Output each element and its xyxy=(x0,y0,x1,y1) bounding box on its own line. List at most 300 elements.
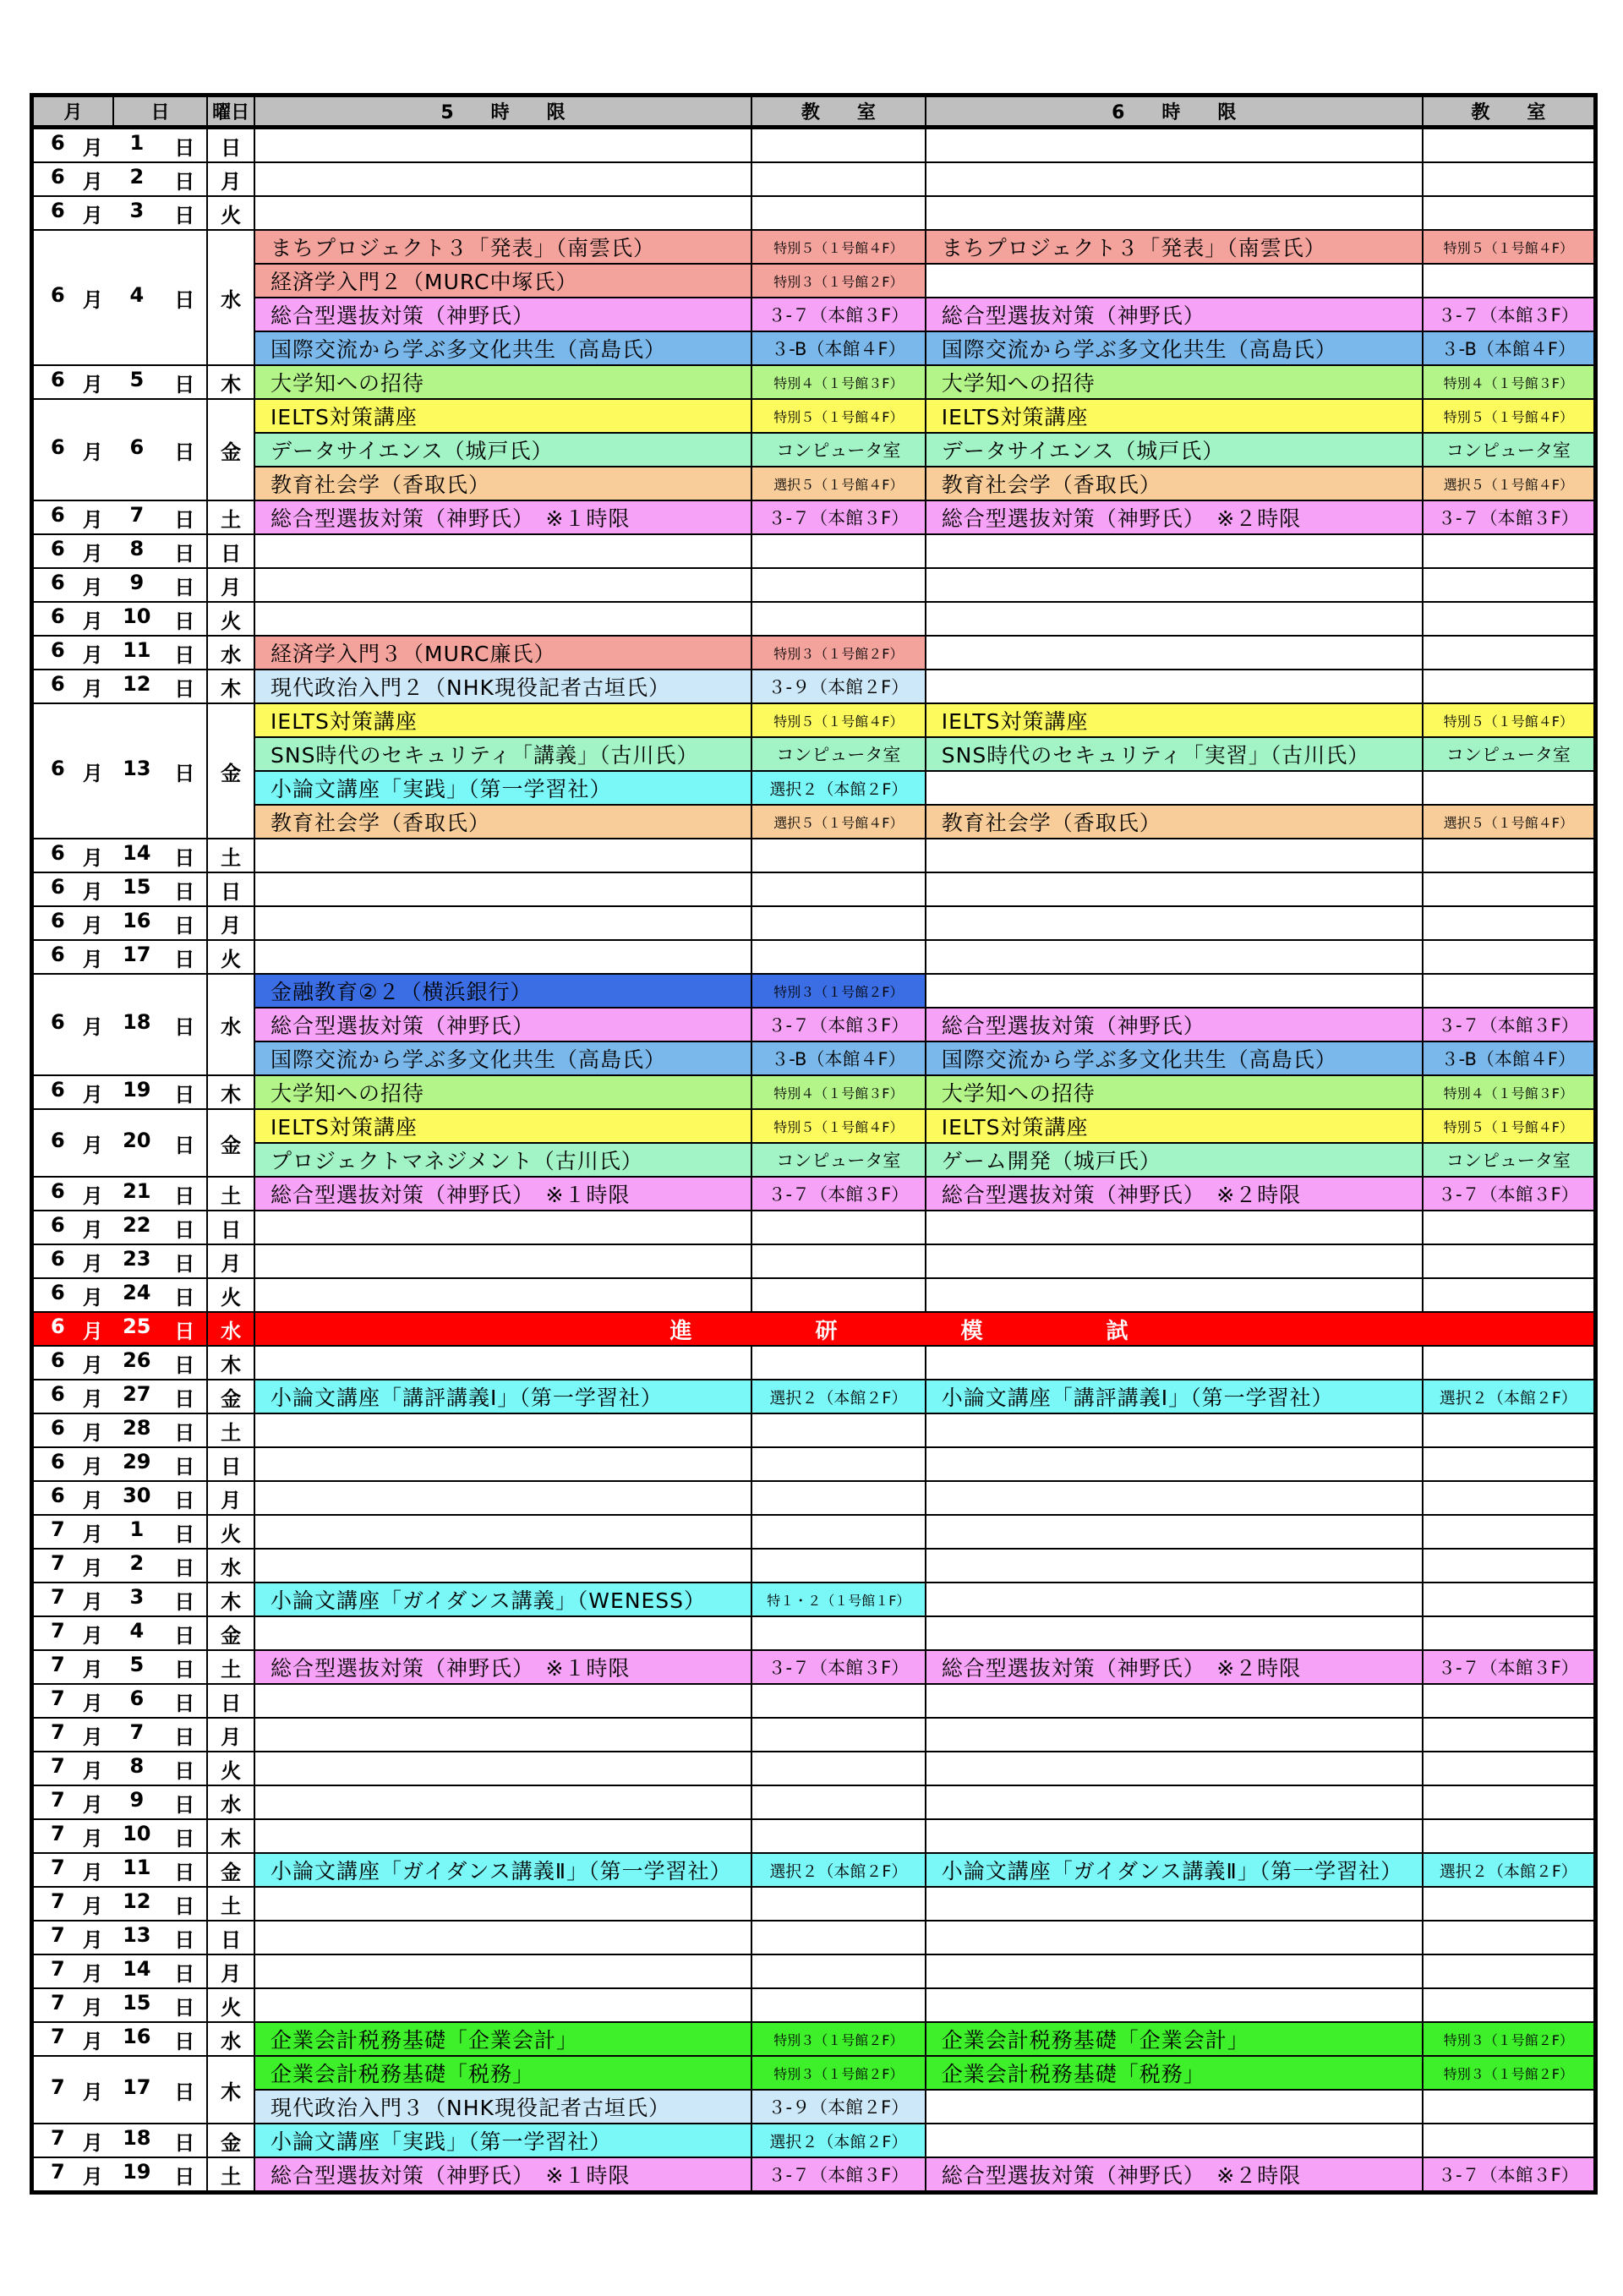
period6-class xyxy=(926,1583,1423,1616)
period6-room: 選択２（本館２F） xyxy=(1423,1380,1596,1413)
table-row xyxy=(32,534,1596,568)
period6-class xyxy=(926,1718,1423,1752)
date-month-cell xyxy=(32,670,113,703)
period5-room xyxy=(751,1988,926,2022)
period5-room xyxy=(751,839,926,872)
date-day-cell xyxy=(113,1346,208,1380)
month-number: 7 xyxy=(51,1686,65,1710)
table-row xyxy=(32,1244,1596,1278)
table-row xyxy=(32,230,1596,264)
table-row xyxy=(32,500,1596,534)
period5-room: ３-７（本館３F） xyxy=(751,1008,926,1041)
day-unit: 日 xyxy=(174,1488,195,1512)
date-month-cell xyxy=(32,1447,113,1481)
period6-room xyxy=(1423,1447,1596,1481)
period6-class: IELTS対策講座 xyxy=(926,399,1423,433)
date-day-cell xyxy=(113,2157,208,2193)
period6-room xyxy=(1423,670,1596,703)
period6-class xyxy=(926,196,1423,230)
date-month-cell xyxy=(32,1380,113,1413)
day-unit: 日 xyxy=(174,1386,195,1411)
period5-room xyxy=(751,1616,926,1650)
date-month-cell xyxy=(32,1684,113,1718)
period5-room xyxy=(751,1481,926,1515)
table-row xyxy=(32,1143,1596,1177)
period6-room: ３-７（本館３F） xyxy=(1423,1177,1596,1211)
period6-class xyxy=(926,1921,1423,1954)
period5-room xyxy=(751,1887,926,1921)
day-number: 11 xyxy=(123,1855,151,1879)
day-number: 9 xyxy=(129,570,145,594)
table-row xyxy=(32,940,1596,974)
date-month-cell xyxy=(32,1244,113,1278)
date-day-cell xyxy=(113,1109,208,1177)
mock-exam-banner: 進 研 模 試 xyxy=(254,1312,1595,1346)
period5-class xyxy=(254,1887,751,1921)
month-unit: 月 xyxy=(82,1927,103,1952)
day-unit: 日 xyxy=(174,1792,195,1817)
month-number: 7 xyxy=(51,2075,65,2099)
month-unit: 月 xyxy=(82,507,103,532)
date-day-cell xyxy=(113,500,208,534)
period6-room xyxy=(1423,602,1596,636)
month-number: 6 xyxy=(51,282,65,307)
date-day-cell xyxy=(113,1278,208,1312)
period6-class xyxy=(926,1988,1423,2022)
period6-class: データサイエンス（城戸氏） xyxy=(926,433,1423,467)
table-row xyxy=(32,1008,1596,1041)
period5-class: 小論文講座「実践」（第一学習社） xyxy=(254,2124,751,2157)
period6-room xyxy=(1423,872,1596,906)
month-unit: 月 xyxy=(82,1589,103,1614)
period5-class: 企業会計税務基礎「税務」 xyxy=(254,2056,751,2090)
weekday-cell: 日 xyxy=(207,1684,254,1718)
period6-room: 特別４（１号館３F） xyxy=(1423,365,1596,399)
day-number: 21 xyxy=(123,1178,151,1203)
month-number: 6 xyxy=(51,1314,65,1338)
period5-class: 総合型選抜対策（神野氏） ※１時限 xyxy=(254,500,751,534)
day-unit: 日 xyxy=(174,1725,195,1749)
period6-class: 大学知への招待 xyxy=(926,1075,1423,1109)
day-number: 19 xyxy=(123,1077,151,1102)
header-room6: 教 室 xyxy=(1423,96,1596,128)
table-row xyxy=(32,1718,1596,1752)
period6-class: 教育社会学（香取氏） xyxy=(926,805,1423,839)
weekday-cell: 月 xyxy=(207,162,254,196)
weekday-cell: 土 xyxy=(207,500,254,534)
period5-room: コンピュータ室 xyxy=(751,1143,926,1177)
date-day-cell xyxy=(113,1549,208,1583)
period5-class xyxy=(254,1447,751,1481)
date-month-cell xyxy=(32,162,113,196)
period5-room xyxy=(751,1211,926,1244)
period5-class: 経済学入門３（MURC廉氏） xyxy=(254,636,751,670)
header-month: 月 xyxy=(32,96,113,128)
period5-room: 選択２（本館２F） xyxy=(751,1380,926,1413)
day-unit: 日 xyxy=(174,1454,195,1479)
date-month-cell xyxy=(32,636,113,670)
period6-room: コンピュータ室 xyxy=(1423,737,1596,771)
period6-room xyxy=(1423,974,1596,1008)
day-number: 22 xyxy=(123,1212,151,1237)
period5-room xyxy=(751,1413,926,1447)
day-unit: 日 xyxy=(174,642,195,667)
period6-class: IELTS対策講座 xyxy=(926,703,1423,737)
period6-room xyxy=(1423,771,1596,805)
table-row xyxy=(32,1887,1596,1921)
period6-room xyxy=(1423,1921,1596,1954)
day-number: 13 xyxy=(123,756,151,780)
weekday-cell: 金 xyxy=(207,703,254,839)
period5-room: ３-７（本館３F） xyxy=(751,1650,926,1684)
period5-room: 特別４（１号館３F） xyxy=(751,365,926,399)
period5-room: 選択２（本館２F） xyxy=(751,771,926,805)
period6-room xyxy=(1423,1988,1596,2022)
day-number: 7 xyxy=(129,502,145,527)
month-unit: 月 xyxy=(82,1961,103,1986)
day-number: 2 xyxy=(129,1550,145,1575)
month-unit: 月 xyxy=(82,1555,103,1580)
period6-room xyxy=(1423,1515,1596,1549)
month-unit: 月 xyxy=(82,609,103,633)
month-unit: 月 xyxy=(82,1386,103,1411)
period6-room xyxy=(1423,196,1596,230)
month-number: 6 xyxy=(51,164,65,189)
period6-room: 特別４（１号館３F） xyxy=(1423,1075,1596,1109)
header-day: 日 xyxy=(113,96,208,128)
period5-room xyxy=(751,1346,926,1380)
weekday-cell: 木 xyxy=(207,1346,254,1380)
weekday-cell: 水 xyxy=(207,636,254,670)
month-number: 6 xyxy=(51,1077,65,1102)
month-number: 6 xyxy=(51,435,65,459)
period6-class: 大学知への招待 xyxy=(926,365,1423,399)
weekday-cell: 日 xyxy=(207,1211,254,1244)
period5-room xyxy=(751,568,926,602)
table-row xyxy=(32,365,1596,399)
date-month-cell xyxy=(32,1211,113,1244)
table-row xyxy=(32,1380,1596,1413)
month-number: 6 xyxy=(51,198,65,222)
period6-room xyxy=(1423,636,1596,670)
weekday-cell: 日 xyxy=(207,872,254,906)
month-number: 6 xyxy=(51,840,65,865)
table-row xyxy=(32,1616,1596,1650)
period5-class: 国際交流から学ぶ多文化共生（高島氏） xyxy=(254,331,751,365)
date-month-cell xyxy=(32,128,113,163)
day-number: 10 xyxy=(123,604,151,628)
month-unit: 月 xyxy=(82,2080,103,2104)
date-day-cell xyxy=(113,162,208,196)
day-unit: 日 xyxy=(174,913,195,938)
period6-class xyxy=(926,906,1423,940)
date-day-cell xyxy=(113,1684,208,1718)
month-number: 6 xyxy=(51,536,65,560)
period6-class xyxy=(926,2090,1423,2124)
period6-room xyxy=(1423,1752,1596,1785)
weekday-cell: 水 xyxy=(207,974,254,1075)
day-number: 4 xyxy=(129,282,145,307)
period5-class xyxy=(254,568,751,602)
table-row xyxy=(32,872,1596,906)
period6-class xyxy=(926,1481,1423,1515)
table-row xyxy=(32,2022,1596,2056)
date-day-cell xyxy=(113,1515,208,1549)
date-month-cell xyxy=(32,1887,113,1921)
period5-room: 特別３（１号館２F） xyxy=(751,2056,926,2090)
day-unit: 日 xyxy=(174,947,195,971)
period6-class xyxy=(926,1211,1423,1244)
period6-class xyxy=(926,128,1423,163)
period5-room xyxy=(751,1954,926,1988)
month-unit: 月 xyxy=(82,2029,103,2053)
month-unit: 月 xyxy=(82,913,103,938)
date-month-cell xyxy=(32,230,113,365)
day-unit: 日 xyxy=(174,203,195,227)
period5-class xyxy=(254,839,751,872)
period5-class xyxy=(254,872,751,906)
day-unit: 日 xyxy=(174,575,195,599)
day-unit: 日 xyxy=(174,1319,195,1343)
period6-room: ３-７（本館３F） xyxy=(1423,500,1596,534)
date-day-cell xyxy=(113,365,208,399)
day-number: 25 xyxy=(123,1314,151,1338)
month-unit: 月 xyxy=(82,135,103,160)
period5-room: ３-７（本館３F） xyxy=(751,298,926,331)
period6-class xyxy=(926,264,1423,298)
period5-room: 特１・２（１号館１F） xyxy=(751,1583,926,1616)
period6-class xyxy=(926,1549,1423,1583)
period5-room xyxy=(751,1244,926,1278)
period6-class xyxy=(926,162,1423,196)
period6-class: 教育社会学（香取氏） xyxy=(926,467,1423,500)
weekday-cell: 木 xyxy=(207,2056,254,2124)
weekday-cell: 金 xyxy=(207,1109,254,1177)
date-day-cell xyxy=(113,1244,208,1278)
month-unit: 月 xyxy=(82,676,103,701)
month-number: 6 xyxy=(51,1415,65,1440)
period5-room xyxy=(751,128,926,163)
day-unit: 日 xyxy=(174,1995,195,2020)
date-day-cell xyxy=(113,1853,208,1887)
month-unit: 月 xyxy=(82,1285,103,1309)
period5-class: 経済学入門２（MURC中塚氏） xyxy=(254,264,751,298)
period6-class: 総合型選抜対策（神野氏） ※２時限 xyxy=(926,500,1423,534)
table-row xyxy=(32,1819,1596,1853)
month-unit: 月 xyxy=(82,1691,103,1715)
period6-class xyxy=(926,1515,1423,1549)
month-number: 7 xyxy=(51,1618,65,1643)
period5-class: 総合型選抜対策（神野氏） xyxy=(254,1008,751,1041)
period5-room: 特別３（１号館２F） xyxy=(751,974,926,1008)
table-row xyxy=(32,805,1596,839)
date-month-cell xyxy=(32,839,113,872)
day-unit: 日 xyxy=(174,1691,195,1715)
period5-room: ３-７（本館３F） xyxy=(751,500,926,534)
weekday-cell: 水 xyxy=(207,230,254,365)
month-number: 6 xyxy=(51,604,65,628)
day-unit: 日 xyxy=(174,541,195,566)
period5-class: IELTS対策講座 xyxy=(254,703,751,737)
day-number: 30 xyxy=(123,1483,151,1507)
month-unit: 月 xyxy=(82,1758,103,1783)
date-month-cell xyxy=(32,1177,113,1211)
period6-room xyxy=(1423,1954,1596,1988)
table-row xyxy=(32,974,1596,1008)
month-unit: 月 xyxy=(82,2164,103,2189)
period5-room: 特別３（１号館２F） xyxy=(751,2022,926,2056)
period5-room: 選択５（１号館４F） xyxy=(751,467,926,500)
month-unit: 月 xyxy=(82,1725,103,1749)
date-month-cell xyxy=(32,940,113,974)
table-row xyxy=(32,1583,1596,1616)
period5-class xyxy=(254,1346,751,1380)
table-row xyxy=(32,1988,1596,2022)
date-day-cell xyxy=(113,1413,208,1447)
day-number: 10 xyxy=(123,1821,151,1845)
period6-class: 企業会計税務基礎「企業会計」 xyxy=(926,2022,1423,2056)
header-period6: 6 時 限 xyxy=(926,96,1423,128)
period5-room xyxy=(751,196,926,230)
month-unit: 月 xyxy=(82,947,103,971)
weekday-cell: 金 xyxy=(207,1853,254,1887)
date-day-cell xyxy=(113,974,208,1075)
period6-room xyxy=(1423,1211,1596,1244)
period6-room xyxy=(1423,2124,1596,2157)
period6-room: 特別３（１号館２F） xyxy=(1423,2056,1596,2090)
period6-class xyxy=(926,1616,1423,1650)
month-unit: 月 xyxy=(82,845,103,870)
period6-room: 特別５（１号館４F） xyxy=(1423,703,1596,737)
period6-room xyxy=(1423,1278,1596,1312)
date-day-cell xyxy=(113,703,208,839)
period6-class xyxy=(926,839,1423,872)
table-row xyxy=(32,467,1596,500)
day-unit: 日 xyxy=(174,2080,195,2104)
day-number: 18 xyxy=(123,1009,151,1034)
day-unit: 日 xyxy=(174,1353,195,1377)
month-unit: 月 xyxy=(82,169,103,194)
period5-room xyxy=(751,1447,926,1481)
table-row xyxy=(32,2090,1596,2124)
period6-room: 特別５（１号館４F） xyxy=(1423,230,1596,264)
day-unit: 日 xyxy=(174,1961,195,1986)
period5-class: SNS時代のセキュリティ「講義」（古川氏） xyxy=(254,737,751,771)
date-month-cell xyxy=(32,2056,113,2124)
date-month-cell xyxy=(32,1549,113,1583)
month-unit: 月 xyxy=(82,1454,103,1479)
month-number: 6 xyxy=(51,1449,65,1473)
period6-room: 特別３（１号館２F） xyxy=(1423,2022,1596,2056)
table-row xyxy=(32,906,1596,940)
date-month-cell xyxy=(32,1988,113,2022)
period5-room: ３-B（本館４F） xyxy=(751,331,926,365)
period6-class xyxy=(926,534,1423,568)
period5-class: 大学知への招待 xyxy=(254,1075,751,1109)
date-month-cell xyxy=(32,1616,113,1650)
day-unit: 日 xyxy=(174,135,195,160)
table-row xyxy=(32,1075,1596,1109)
date-day-cell xyxy=(113,2124,208,2157)
day-number: 1 xyxy=(129,130,145,155)
weekday-cell: 木 xyxy=(207,1075,254,1109)
table-row xyxy=(32,128,1596,163)
period5-class xyxy=(254,1244,751,1278)
day-unit: 日 xyxy=(174,169,195,194)
date-month-cell xyxy=(32,1819,113,1853)
weekday-cell: 金 xyxy=(207,2124,254,2157)
period5-class xyxy=(254,1954,751,1988)
period5-class: 企業会計税務基礎「企業会計」 xyxy=(254,2022,751,2056)
period6-class: まちプロジェクト３「発表」（南雲氏） xyxy=(926,230,1423,264)
period6-room xyxy=(1423,534,1596,568)
period5-class: IELTS対策講座 xyxy=(254,1109,751,1143)
period5-class xyxy=(254,534,751,568)
weekday-cell: 月 xyxy=(207,1244,254,1278)
period5-class: 総合型選抜対策（神野氏） ※１時限 xyxy=(254,2157,751,2193)
day-unit: 日 xyxy=(174,1285,195,1309)
period6-class xyxy=(926,1954,1423,1988)
period5-class xyxy=(254,1718,751,1752)
weekday-cell: 土 xyxy=(207,1887,254,1921)
month-number: 7 xyxy=(51,2024,65,2048)
date-month-cell xyxy=(32,1278,113,1312)
date-day-cell xyxy=(113,1819,208,1853)
date-day-cell xyxy=(113,1616,208,1650)
date-month-cell xyxy=(32,365,113,399)
period6-class: 国際交流から学ぶ多文化共生（高島氏） xyxy=(926,1041,1423,1075)
day-number: 26 xyxy=(123,1348,151,1372)
day-unit: 日 xyxy=(174,1927,195,1952)
month-unit: 月 xyxy=(82,1133,103,1157)
weekday-cell: 土 xyxy=(207,1177,254,1211)
day-unit: 日 xyxy=(174,1014,195,1039)
schedule-body xyxy=(32,128,1596,2193)
weekday-cell: 木 xyxy=(207,670,254,703)
date-day-cell xyxy=(113,839,208,872)
period6-room: ３-B（本館４F） xyxy=(1423,1041,1596,1075)
period5-room: コンピュータ室 xyxy=(751,737,926,771)
period6-class xyxy=(926,974,1423,1008)
period5-class xyxy=(254,940,751,974)
period6-class xyxy=(926,1819,1423,1853)
day-number: 12 xyxy=(123,1889,151,1913)
date-month-cell xyxy=(32,196,113,230)
date-day-cell xyxy=(113,534,208,568)
table-row xyxy=(32,298,1596,331)
weekday-cell: 金 xyxy=(207,1380,254,1413)
period6-class xyxy=(926,602,1423,636)
weekday-cell: 土 xyxy=(207,1413,254,1447)
month-number: 7 xyxy=(51,1990,65,2014)
month-number: 6 xyxy=(51,1483,65,1507)
month-unit: 月 xyxy=(82,541,103,566)
period5-room: ３-B（本館４F） xyxy=(751,1041,926,1075)
day-number: 17 xyxy=(123,2075,151,2099)
month-unit: 月 xyxy=(82,440,103,464)
date-month-cell xyxy=(32,906,113,940)
table-row xyxy=(32,1447,1596,1481)
table-row xyxy=(32,602,1596,636)
period5-room: ３-７（本館３F） xyxy=(751,2157,926,2193)
weekday-cell: 水 xyxy=(207,1785,254,1819)
date-day-cell xyxy=(113,2022,208,2056)
month-number: 7 xyxy=(51,1719,65,1744)
month-number: 7 xyxy=(51,1584,65,1609)
month-number: 7 xyxy=(51,1652,65,1676)
date-month-cell xyxy=(32,1109,113,1177)
table-row xyxy=(32,264,1596,298)
